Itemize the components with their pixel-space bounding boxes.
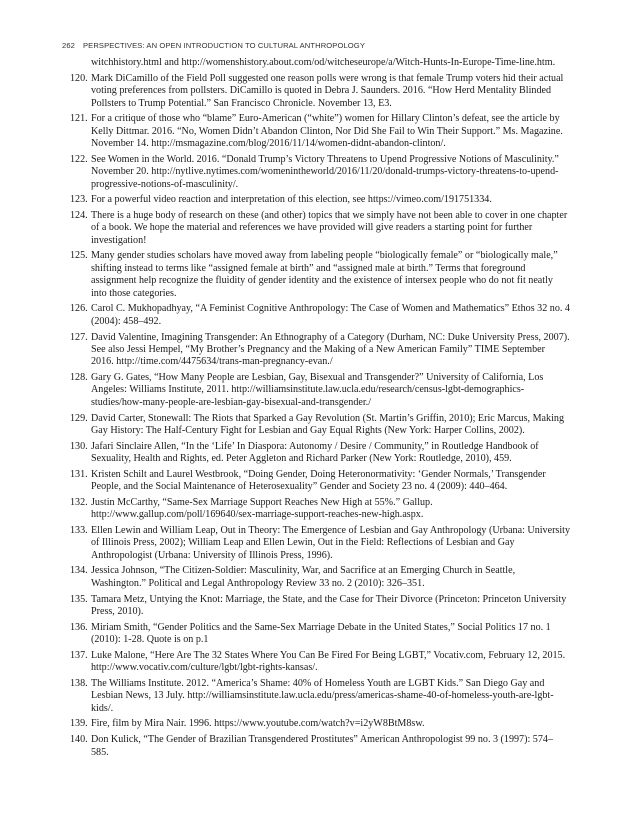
note-text: The Williams Institute. 2012. “America’s Shame: 40% of Homeless Youth are LGBT Kids.” San Diego Gay and Lesbian News, 13 July. http://williamsinstitute.law.ucla.edu/press/americas-shame-40-of-homeless-youth-are-lgbt-kids/. <box>91 677 554 714</box>
note-number: 122. <box>70 153 88 165</box>
endnote-136 <box>70 622 570 647</box>
note-text: Fire, film by Mira Nair. 1996. https://www.youtube.com/watch?v=i2yW8BtM8sw. <box>91 718 425 730</box>
note-number: 135. <box>70 593 88 605</box>
endnote-125 <box>70 250 570 300</box>
endnotes-list <box>70 57 570 759</box>
note-text: Many gender studies scholars have moved away from labeling people “biologically female” or “biologically male,” shifting instead to terms like “assigned female at birth” and “assigned male at birth.” Terms that foreground assignment help recognize the fluidity of gender identity and the existence of intersex people who do not fit neatly into those categories. <box>91 250 558 299</box>
note-number: 134. <box>70 565 88 577</box>
endnote-121 <box>70 113 570 150</box>
note-text: For a powerful video reaction and interpretation of this election, see https://vimeo.com/191751334. <box>91 194 492 206</box>
note-number: 127. <box>70 331 88 343</box>
endnote-133 <box>70 525 570 562</box>
endnote-120 <box>70 73 570 110</box>
note-number: 120. <box>70 72 88 84</box>
note-number: 126. <box>70 303 88 315</box>
endnote-135 <box>70 594 570 619</box>
endnote-129 <box>70 413 570 438</box>
endnote-122 <box>70 154 570 191</box>
endnote-131 <box>70 469 570 494</box>
note-text: Miriam Smith, “Gender Politics and the Same-Sex Marriage Debate in the United States,” Social Politics 17 no. 1 (2010): 1-28. Quote is on p.1 <box>91 621 551 646</box>
endnote-140 <box>70 734 570 759</box>
note-number: 121. <box>70 113 88 125</box>
note-text: There is a huge body of research on these (and other) topics that we simply have not been able to cover in one chapter of a book. We hope the material and references we have provided will give readers a starting point for further investigation! <box>91 209 568 246</box>
note-continuation: witchhistory.html and http://womenshistory.about.com/od/witcheseurope/a/Witch-Hunts-In-Europe-Time-line.htm. <box>91 57 556 68</box>
endnote-138 <box>70 678 570 715</box>
note-text: Don Kulick, “The Gender of Brazilian Transgendered Prostitutes” American Anthropologist 99 no. 3 (1997): 574–585. <box>91 734 553 758</box>
page-number: 262 <box>62 41 75 50</box>
note-number: 136. <box>70 621 88 633</box>
running-header <box>62 41 365 50</box>
note-text: Luke Malone, “Here Are The 32 States Where You Can Be Fired For Being LGBT,” Vocativ.com, February 12, 2015. http://www.vocativ.com/culture/lgbt/lgbt-rights-kansas/. <box>91 649 566 674</box>
note-text: Jessica Johnson, “The Citizen-Soldier: Masculinity, War, and Sacrifice at an Emerging Church in Seattle, Washington.” Political and Legal Anthropology Review 33 no. 2 (2010): 326–351. <box>91 565 516 589</box>
note-text: Mark DiCamillo of the Field Poll suggested one reason polls were wrong is that female Trump voters hid their actual voting preferences from pollsters. DiCamillo is quoted in Debra J. Saunders. 2016. “How Herd Mentality Blinded Pollsters to Trump Potential.” San Francisco Chronicle. November 13, E3. <box>91 72 564 109</box>
endnote-139 <box>70 718 570 730</box>
note-text: For a critique of those who “blame” Euro-American (“white”) women for Hillary Clinton’s defeat, see the article by Kelly Dittmar. 2016. “No, Women Didn’t Abandon Clinton, Nor Did She Fail to Win Their Support.” Ms. Magazine. November 14. http://msmagazine.com/blog/2016/11/14/women-didnt-abandon-clinton/. <box>91 113 563 150</box>
endnote-134 <box>70 565 570 590</box>
endnote-137 <box>70 650 570 675</box>
endnote-128 <box>70 372 570 409</box>
running-title: PERSPECTIVES: AN OPEN INTRODUCTION TO CULTURAL ANTHROPOLOGY <box>82 41 365 50</box>
note-text: Kristen Schilt and Laurel Westbrook, “Doing Gender, Doing Heteronormativity: ‘Gender Normals,’ Transgender People, and the Social Maintenance of Heterosexuality” Gender and Society 23 no. 4 (2009): 440–464. <box>91 468 546 493</box>
note-number: 139. <box>70 718 88 730</box>
note-number: 138. <box>70 677 88 689</box>
note-number: 129. <box>70 412 88 424</box>
note-text: David Carter, Stonewall: The Riots that Sparked a Gay Revolution (St. Martin’s Griffin, 2010); Eric Marcus, Making Gay History: The Half-Century Fight for Lesbian and Gay Equal Rights (New York: Harper Collins, 2002). <box>91 412 564 436</box>
endnote-126 <box>70 303 570 328</box>
note-number: 123. <box>70 194 88 206</box>
endnote-130 <box>70 441 570 466</box>
note-text: Justin McCarthy, “Same-Sex Marriage Support Reaches New High at 55%.” Gallup. http://www.gallup.com/poll/169640/sex-marriage-support-reaches-new-high.aspx. <box>91 496 433 521</box>
note-number: 140. <box>70 734 88 746</box>
note-text: David Valentine, Imagining Transgender: An Ethnography of a Category (Durham, NC: Duke University Press, 2007). See also Jessi Hempel, “My Brother’s Pregnancy and the Making of a New American Family” TIME September 2016. http://time.com/4475634/trans-man-pregnancy-evan./ <box>91 331 570 368</box>
note-number: 125. <box>70 250 88 262</box>
endnote-124 <box>70 210 570 247</box>
endnote-132 <box>70 497 570 522</box>
note-text: See Women in the World. 2016. “Donald Trump’s Victory Threatens to Upend Progressive Notions of Masculinity.” November 20. http://nytlive.nytimes.com/womenintheworld/2016/11/20/donald-trumps-victory-threatens-to-upend-progressive-notions-of-masculinity/. <box>91 153 559 190</box>
endnote-123 <box>70 194 570 206</box>
note-number: 131. <box>70 468 88 480</box>
note-number: 133. <box>70 524 88 536</box>
note-number: 137. <box>70 649 88 661</box>
note-text: Ellen Lewin and William Leap, Out in Theory: The Emergence of Lesbian and Gay Anthropology (Urbana: University of Illinois Press, 2002); William Leap and Ellen Lewin, Out in the Field: Reflections of Lesbian and Gay Anthropologist (Urbana: University of Illinois Press, 1996). <box>91 524 571 561</box>
note-number: 128. <box>70 372 88 384</box>
endnote-127 <box>70 332 570 369</box>
note-text: Tamara Metz, Untying the Knot: Marriage, the State, and the Case for Their Divorce (Princeton: Princeton University Press, 2010). <box>91 593 567 617</box>
note-text: Gary G. Gates, “How Many People are Lesbian, Gay, Bisexual and Transgender?” University of California, Los Angeles: Williams Institute, 2011. http://williamsinstitute.law.ucla.edu/research/census-lgbt-demographics-studies/how-many-people-are-lesbian-gay-bisexual-and-transgender./ <box>91 372 544 408</box>
note-text: Carol C. Mukhopadhyay, “A Feminist Cognitive Anthropology: The Case of Women and Mathematics” Ethos 32 no. 4 (2004): 458–492. <box>91 303 570 327</box>
note-number: 130. <box>70 440 88 452</box>
note-number: 132. <box>70 496 88 508</box>
note-number: 124. <box>70 209 88 221</box>
note-text: Jafari Sinclaire Allen, “In the ‘Life’ In Diaspora: Autonomy / Desire / Community,” in Routledge Handbook of Sexuality, Health and Rights, ed. Peter Aggleton and Richard Parker (New York: Routledge, 2010), 459. <box>91 440 539 465</box>
